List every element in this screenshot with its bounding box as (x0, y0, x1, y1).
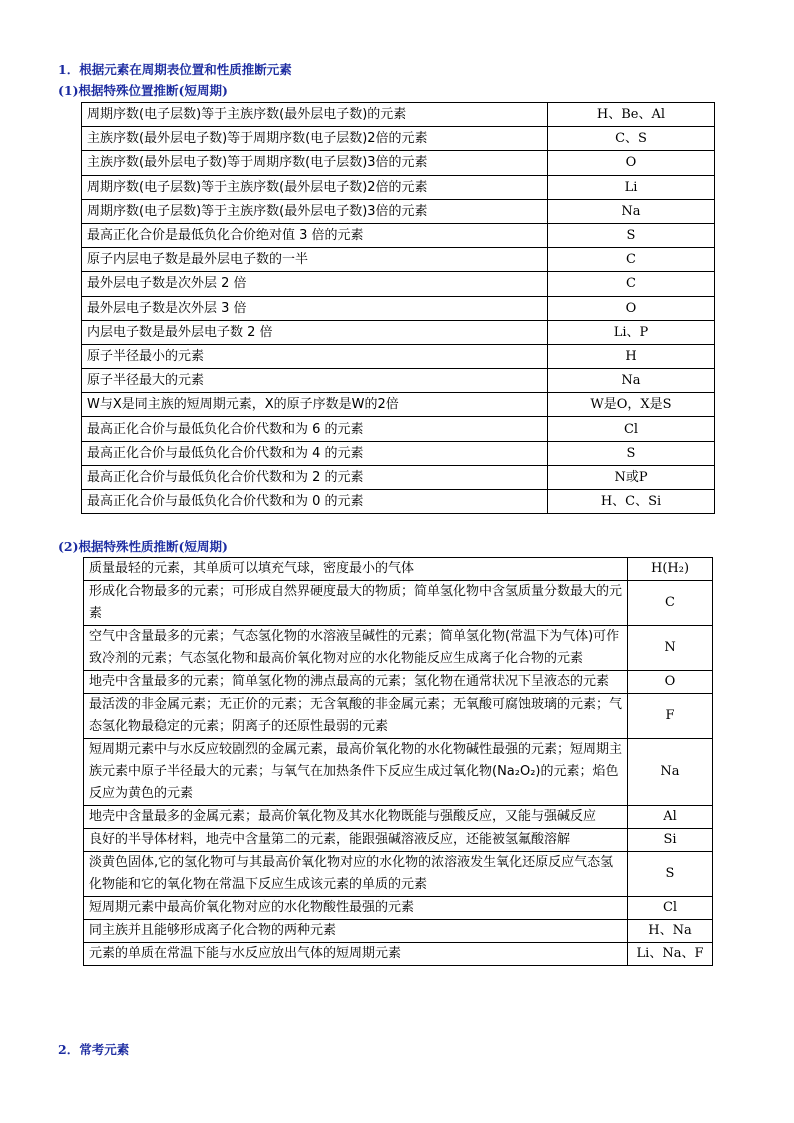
row-element: Li、Na、F (628, 943, 713, 966)
row-description: 最外层电子数是次外层 3 倍 (82, 296, 548, 320)
row-description: 原子内层电子数是最外层电子数的一半 (82, 248, 548, 272)
table-row (82, 344, 715, 368)
table-row (84, 581, 713, 626)
row-element: H(H₂) (628, 558, 713, 581)
row-description: 地壳中含量最多的金属元素；最高价氧化物及其水化物既能与强酸反应，又能与强碱反应 (84, 806, 628, 829)
row-element: O (548, 296, 715, 320)
row-element: Li (548, 175, 715, 199)
row-element: H (548, 344, 715, 368)
row-description: 元素的单质在常温下能与水反应放出气体的短周期元素 (84, 943, 628, 966)
row-description: 原子半径最小的元素 (82, 344, 548, 368)
row-element: Al (628, 806, 713, 829)
table-row (84, 626, 713, 671)
subsection-heading-2: (2)根据特殊性质推断(短周期) (58, 539, 228, 554)
table-row (84, 897, 713, 920)
table-row (84, 943, 713, 966)
row-element: S (628, 852, 713, 897)
table-row (82, 199, 715, 223)
section-heading-1: 1．根据元素在周期表位置和性质推断元素 (58, 62, 292, 77)
row-description: 形成化合物最多的元素；可形成自然界硬度最大的物质；简单氢化物中含氢质量分数最大的元素 (84, 581, 628, 626)
row-description: 最高正化合价与最低负化合价代数和为 0 的元素 (82, 490, 548, 514)
table-row (82, 441, 715, 465)
subsection-heading-1: (1)根据特殊位置推断(短周期) (58, 83, 228, 98)
row-description: 最外层电子数是次外层 2 倍 (82, 272, 548, 296)
table-row (82, 103, 715, 127)
row-description: 周期序数(电子层数)等于主族序数(最外层电子数)2倍的元素 (82, 175, 548, 199)
row-description: 最高正化合价是最低负化合价绝对值 3 倍的元素 (82, 223, 548, 247)
row-element: F (628, 694, 713, 739)
row-description: 质量最轻的元素，其单质可以填充气球，密度最小的气体 (84, 558, 628, 581)
row-element: S (548, 441, 715, 465)
table-row (84, 558, 713, 581)
row-description: 最高正化合价与最低负化合价代数和为 4 的元素 (82, 441, 548, 465)
table-row (82, 320, 715, 344)
row-element: W是O，X是S (548, 393, 715, 417)
table-row (84, 671, 713, 694)
table-row (82, 490, 715, 514)
row-element: H、Na (628, 920, 713, 943)
row-element: C (548, 248, 715, 272)
row-element: Si (628, 829, 713, 852)
table-row (84, 852, 713, 897)
table-row (82, 175, 715, 199)
table-row (84, 829, 713, 852)
row-element: Na (548, 369, 715, 393)
row-description: 周期序数(电子层数)等于主族序数(最外层电子数)3倍的元素 (82, 199, 548, 223)
row-element: C (548, 272, 715, 296)
row-description: 同主族并且能够形成离子化合物的两种元素 (84, 920, 628, 943)
row-element: Na (628, 739, 713, 806)
table-row (84, 739, 713, 806)
row-element: O (628, 671, 713, 694)
row-element: S (548, 223, 715, 247)
row-element: H、C、Si (548, 490, 715, 514)
position-inference-table (81, 102, 715, 514)
row-element: Cl (628, 897, 713, 920)
table-row (84, 694, 713, 739)
table-row (82, 393, 715, 417)
row-element: Na (548, 199, 715, 223)
table-row (82, 248, 715, 272)
table-row (82, 151, 715, 175)
row-element: Li、P (548, 320, 715, 344)
row-description: 内层电子数是最外层电子数 2 倍 (82, 320, 548, 344)
table-row (82, 223, 715, 247)
table-row (82, 465, 715, 489)
row-element: C、S (548, 127, 715, 151)
row-element: H、Be、Al (548, 103, 715, 127)
table-row (82, 296, 715, 320)
row-description: 周期序数(电子层数)等于主族序数(最外层电子数)的元素 (82, 103, 548, 127)
row-description: 主族序数(最外层电子数)等于周期序数(电子层数)3倍的元素 (82, 151, 548, 175)
row-description: 主族序数(最外层电子数)等于周期序数(电子层数)2倍的元素 (82, 127, 548, 151)
row-element: O (548, 151, 715, 175)
row-description: 最活泼的非金属元素；无正价的元素；无含氧酸的非金属元素；无氧酸可腐蚀玻璃的元素；气态氢化物最稳定的元素；阴离子的还原性最弱的元素 (84, 694, 628, 739)
row-description: 良好的半导体材料，地壳中含量第二的元素，能跟强碱溶液反应，还能被氢氟酸溶解 (84, 829, 628, 852)
table-row (84, 920, 713, 943)
table-row (82, 127, 715, 151)
row-description: 短周期元素中与水反应较剧烈的金属元素，最高价氧化物的水化物碱性最强的元素；短周期主族元素中原子半径最大的元素；与氧气在加热条件下反应生成过氧化物(Na₂O₂)的元素；焰色反应为黄色的元素 (84, 739, 628, 806)
property-inference-table (83, 557, 713, 966)
row-description: W与X是同主族的短周期元素，X的原子序数是W的2倍 (82, 393, 548, 417)
row-description: 原子半径最大的元素 (82, 369, 548, 393)
row-element: C (628, 581, 713, 626)
row-element: N或P (548, 465, 715, 489)
row-element: N (628, 626, 713, 671)
table-row (82, 272, 715, 296)
table-row (82, 417, 715, 441)
row-description: 最高正化合价与最低负化合价代数和为 2 的元素 (82, 465, 548, 489)
row-description: 空气中含量最多的元素；气态氢化物的水溶液呈碱性的元素；简单氢化物(常温下为气体)可作致冷剂的元素；气态氢化物和最高价氧化物对应的水化物能反应生成离子化合物的元素 (84, 626, 628, 671)
row-description: 地壳中含量最多的元素；简单氢化物的沸点最高的元素；氢化物在通常状况下呈液态的元素 (84, 671, 628, 694)
row-element: Cl (548, 417, 715, 441)
row-description: 短周期元素中最高价氧化物对应的水化物酸性最强的元素 (84, 897, 628, 920)
row-description: 淡黄色固体,它的氢化物可与其最高价氧化物对应的水化物的浓溶液发生氧化还原反应气态氢化物能和它的氧化物在常温下反应生成该元素的单质的元素 (84, 852, 628, 897)
row-description: 最高正化合价与最低负化合价代数和为 6 的元素 (82, 417, 548, 441)
table-row (84, 806, 713, 829)
section-heading-2: 2．常考元素 (58, 1042, 130, 1057)
table-row (82, 369, 715, 393)
